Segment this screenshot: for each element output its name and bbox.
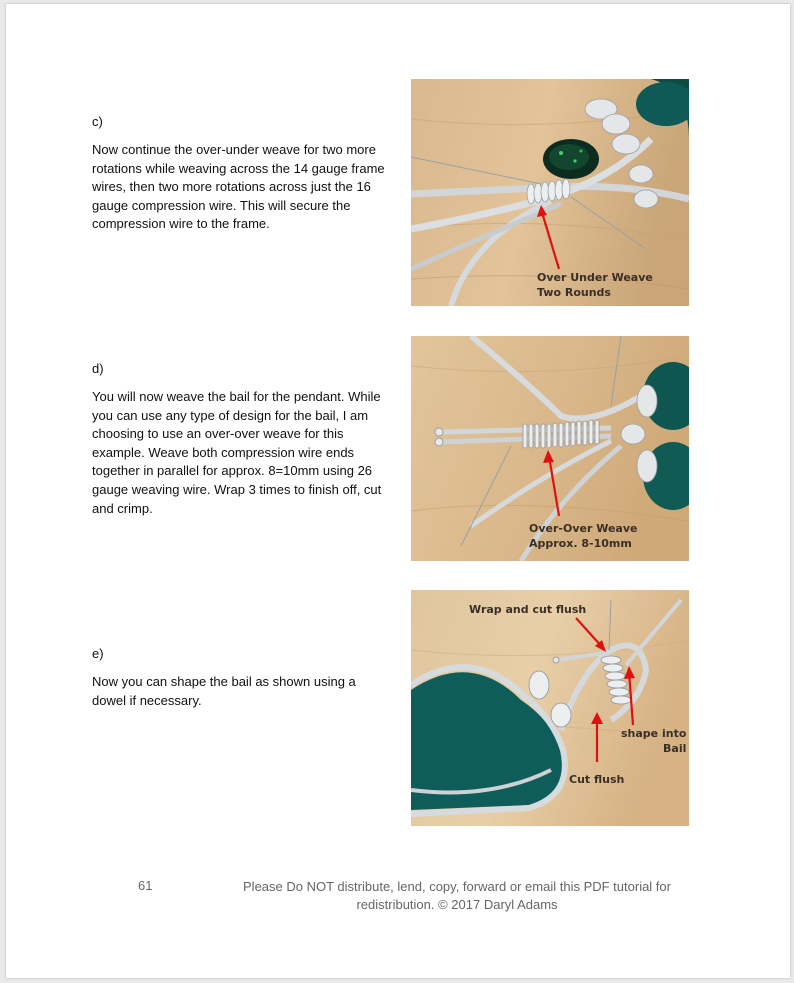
step-d-photo bbox=[411, 336, 689, 561]
step-e-text: Now you can shape the bail as shown using a dowel if necessary. bbox=[92, 674, 356, 708]
photo-label-over-under-weave: Over Under Weave Two Rounds bbox=[537, 271, 653, 299]
step-c-label: c) bbox=[92, 114, 103, 129]
step-d-label: d) bbox=[92, 361, 104, 376]
step-c-text: Now continue the over-under weave for two more rotations while weaving across the 14 gauge frame wires, then two more rotations across just the 16 gauge compression wire. This will secure the compression wire to the frame. bbox=[92, 142, 385, 232]
copyright-notice: Please Do NOT distribute, lend, copy, forward or email this PDF tutorial for redistribution. © 2017 Daryl Adams bbox=[243, 879, 671, 912]
photo-label-over-over-weave: Over-Over Weave Approx. 8-10mm bbox=[529, 522, 638, 550]
step-e-label: e) bbox=[92, 646, 104, 661]
step-d-text: You will now weave the bail for the pendant. While you can use any type of design for the bail, I am choosing to use an over-over weave for this example. Weave both compression wire ends together in parallel for approx. 8=10mm using 26 gauge weaving wire. Wrap 3 times to finish off, cut and crimp. bbox=[92, 389, 382, 516]
page-number: 61 bbox=[138, 878, 153, 893]
photo-label-wrap-and-cut-flush: Wrap and cut flush bbox=[469, 603, 587, 616]
photo-label-cut-flush: Cut flush bbox=[569, 773, 625, 786]
photo-label-shape-into-bail: shape into Bail bbox=[621, 727, 687, 755]
step-c-photo bbox=[411, 79, 689, 306]
shaped-bail-image bbox=[411, 590, 689, 826]
document-page bbox=[6, 4, 790, 978]
step-e-photo bbox=[411, 590, 689, 826]
